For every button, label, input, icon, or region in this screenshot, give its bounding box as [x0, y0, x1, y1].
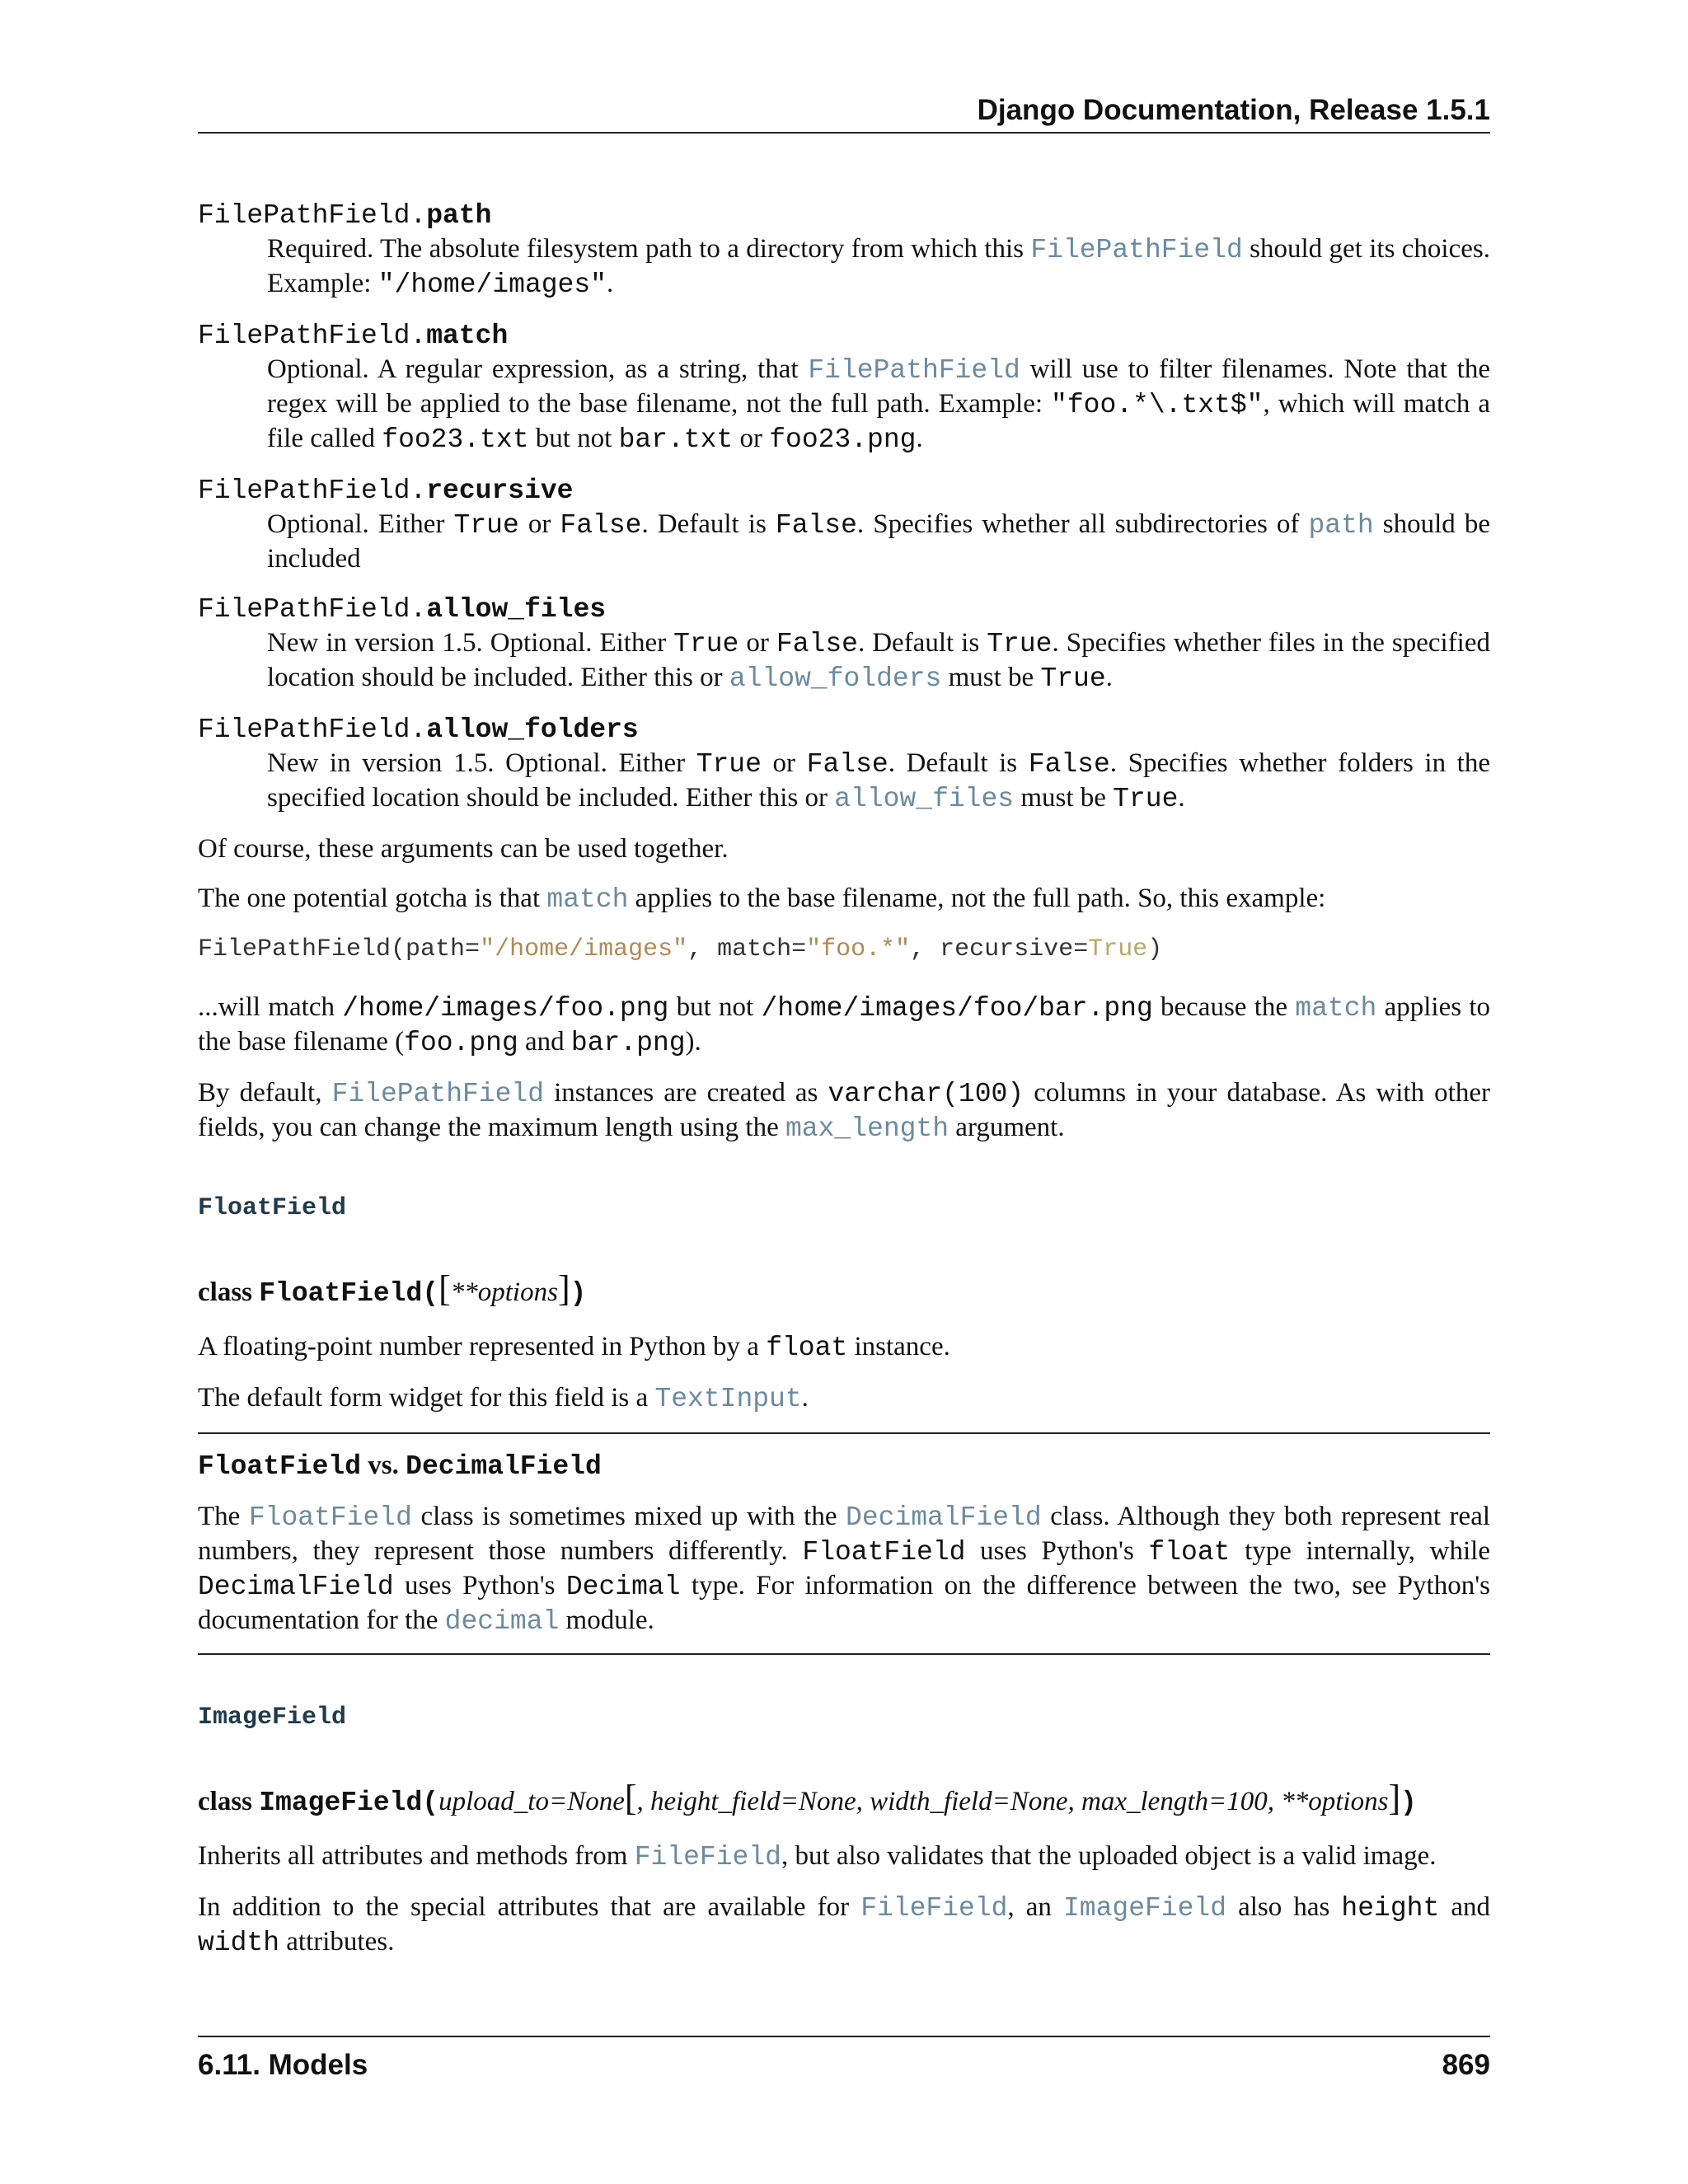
filepathfield-link[interactable]: FilePathField	[1030, 235, 1243, 265]
attr-description: Optional. A regular expression, as a string, that FilePathField will use to filter filenames. Note that the regex will be applied to the base filename, not the full path. Example: "foo.*\.txt$", which will match a file called foo23.txt but not bar.txt or foo23.png.	[267, 354, 1490, 455]
max-length-link[interactable]: max_length	[785, 1113, 950, 1144]
paragraph-float-widget: The default form widget for this field is a TextInput.	[198, 1383, 809, 1414]
class-signature-imagefield: class ImageField(upload_to=None[, height_field=None, width_field=None, max_length=100, **options])	[198, 1778, 1417, 1818]
paragraph-default: By default, FilePathField instances are created as varchar(100) columns in your database. As with other fields, you can change the maximum length using the max_length argument.	[198, 1078, 1490, 1144]
page-content	[198, 198, 1490, 1976]
section-title-floatfield: FloatField	[198, 1194, 347, 1222]
filepathfield-link[interactable]: FilePathField	[808, 355, 1020, 386]
attr-path	[198, 198, 1490, 302]
allow-folders-link[interactable]: allow_folders	[729, 663, 942, 694]
paragraph-will-match: ...will match /home/images/foo.png but not /home/images/foo/bar.png because the match applies to the base filename (foo.png and bar.png).	[198, 992, 1490, 1058]
filepathfield-link[interactable]: FilePathField	[331, 1079, 545, 1109]
code-example: FilePathField(path="/home/images", match="foo.*", recursive=True)	[198, 935, 1163, 963]
attr-signature: FilePathField.allow_files	[198, 594, 607, 625]
header-title: Django Documentation, Release 1.5.1	[977, 94, 1490, 126]
running-footer	[198, 2036, 1490, 2087]
attr-match	[198, 318, 1490, 457]
path-link[interactable]: path	[1308, 510, 1374, 541]
attr-description: New in version 1.5. Optional. Either True or False. Default is False. Specifies whether folders in the specified location should be included. Either this or allow_files must be True.	[267, 748, 1490, 814]
attr-recursive	[198, 473, 1490, 575]
section-title-imagefield: ImageField	[198, 1704, 347, 1732]
paragraph-together: Of course, these arguments can be used together.	[198, 834, 729, 864]
floatfield-link[interactable]: FloatField	[248, 1502, 412, 1533]
attr-allow-folders	[198, 712, 1490, 816]
paragraph-image-attributes: In addition to the special attributes that are available for FileField, an ImageField also has height and width attributes.	[198, 1892, 1490, 1958]
attr-signature: FilePathField.recursive	[198, 476, 574, 506]
attr-allow-files	[198, 592, 1490, 696]
filefield-link[interactable]: FileField	[860, 1893, 1008, 1924]
class-name: FloatField	[259, 1278, 423, 1309]
note-float-vs-decimal	[198, 1432, 1490, 1655]
match-link[interactable]: match	[1295, 993, 1377, 1024]
attr-description: Optional. Either True or False. Default is False. Specifies whether all subdirectories of path should be included	[267, 509, 1490, 574]
attr-name: recursive	[426, 476, 574, 506]
class-name: ImageField	[259, 1788, 423, 1818]
page-number: 869	[1442, 2049, 1490, 2081]
attr-name: match	[426, 321, 509, 351]
attr-name: allow_files	[426, 594, 607, 625]
note-body: The FloatField class is sometimes mixed up with the DecimalField class. Although they both represent real numbers, they represent those numbers differently. FloatField uses Python's float type internally, while DecimalField uses Python's Decimal type. For information on the difference between the two, see Python's documentation for the decimal module.	[198, 1502, 1491, 1637]
paragraph-float-desc: A floating-point number represented in Python by a float instance.	[198, 1332, 950, 1363]
attr-name: allow_folders	[426, 715, 639, 745]
attr-signature: FilePathField.allow_folders	[198, 715, 639, 745]
attr-description: Required. The absolute filesystem path to a directory from which this FilePathField should get its choices. Example: "/home/images".	[267, 234, 1490, 300]
allow-files-link[interactable]: allow_files	[834, 784, 1015, 814]
match-link[interactable]: match	[546, 884, 629, 915]
attr-description: New in version 1.5. Optional. Either True or False. Default is True. Specifies whether files in the specified location should be included. Either this or allow_folders must be True.	[267, 628, 1491, 694]
paragraph-image-inherits: Inherits all attributes and methods from FileField, but also validates that the uploaded object is a valid image.	[198, 1841, 1437, 1872]
filefield-link[interactable]: FileField	[634, 1842, 781, 1872]
attr-signature: FilePathField.path	[198, 200, 492, 231]
running-header	[198, 89, 1490, 134]
decimalfield-link[interactable]: DecimalField	[846, 1502, 1042, 1533]
imagefield-link[interactable]: ImageField	[1062, 1893, 1227, 1924]
footer-section: 6.11. Models	[198, 2049, 368, 2081]
textinput-link[interactable]: TextInput	[654, 1384, 802, 1414]
decimal-module-link[interactable]: decimal	[444, 1606, 560, 1637]
paragraph-gotcha: The one potential gotcha is that match applies to the base filename, not the full path. So, this example:	[198, 883, 1326, 915]
attr-signature: FilePathField.match	[198, 321, 509, 351]
note-title: FloatField vs. DecimalField	[198, 1451, 602, 1482]
class-signature-floatfield: class FloatField([**options])	[198, 1268, 587, 1309]
attr-name: path	[426, 200, 492, 231]
